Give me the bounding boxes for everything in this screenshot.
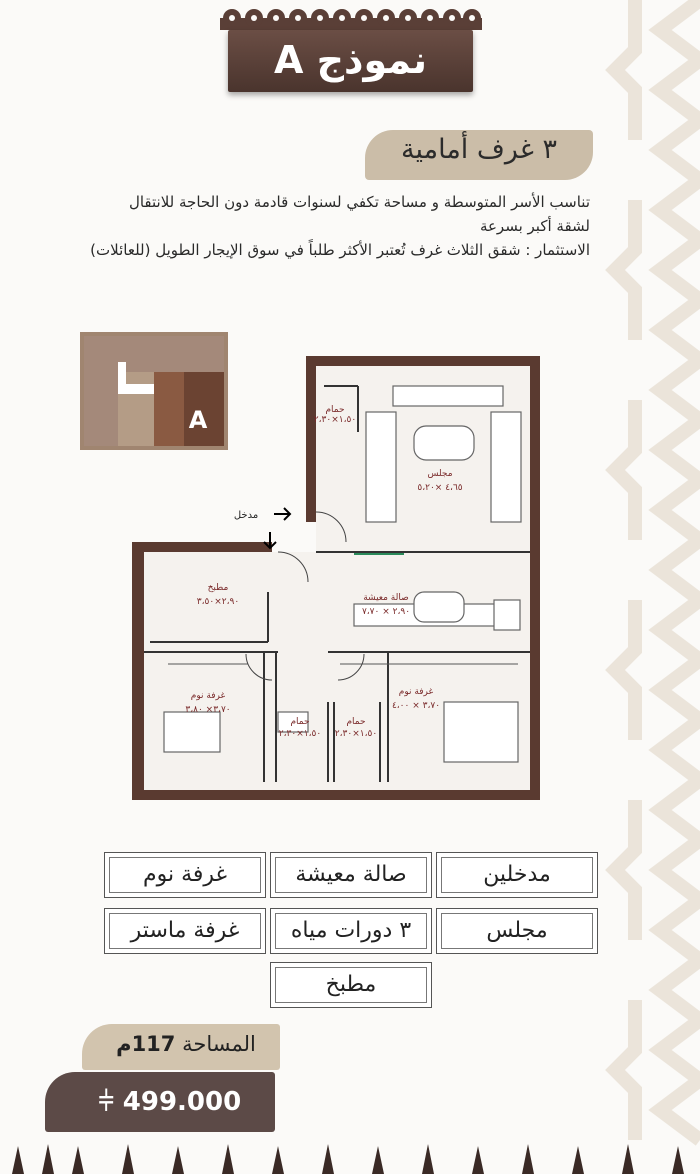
price-value: 499.000: [122, 1087, 242, 1117]
description: [60, 190, 590, 262]
feature-bathrooms: ٣ دورات مياه: [270, 908, 432, 954]
bottom-fence-decoration: [0, 1138, 700, 1174]
area-label: المساحة: [182, 1032, 256, 1056]
description-line-1: تناسب الأسر المتوسطة و مساحة تكفي لسنوات قادمة دون الحاجة للانتقال: [128, 193, 590, 211]
room-majlis-dims: ٤،٦٥ ×٥،٢٠: [417, 483, 463, 493]
room-bath-left-dims: ١،٥٠×٢،٣٠: [278, 729, 322, 739]
feature-master-room: غرفة ماستر: [104, 908, 266, 954]
currency-icon: ⫩: [98, 1087, 114, 1117]
entrance-label: مدخل: [233, 510, 259, 521]
room-bedroom-right-name: غرفة نوم: [398, 687, 434, 697]
room-living-name: صالة معيشة: [363, 593, 409, 603]
feature-entrances: مدخلين: [436, 852, 598, 898]
room-bath-top-name: حمام: [325, 405, 345, 415]
price: [70, 1087, 270, 1118]
room-kitchen-dims: ٢،٩٠×٣،٥٠: [196, 597, 240, 607]
room-bedroom-left-name: غرفة نوم: [190, 691, 226, 701]
side-decorative-pattern: [605, 0, 700, 1174]
feature-kitchen: مطبخ: [270, 962, 432, 1008]
room-bath-top-dims: ١،٥٠×٢،٣٠: [313, 415, 357, 425]
area-text: [96, 1032, 276, 1056]
key-plan-label: A: [188, 406, 208, 434]
room-bedroom-right-dims: ٣،٧٠ × ٤،٠٠: [391, 701, 441, 711]
area-value: 117م: [116, 1032, 176, 1056]
room-majlis-name: مجلس: [427, 469, 453, 479]
feature-majlis: مجلس: [436, 908, 598, 954]
entrance-arrow-icon: [274, 508, 290, 520]
feature-living-room: صالة معيشة: [270, 852, 432, 898]
room-bath-right-name: حمام: [346, 717, 366, 727]
title-scalloped-top: [220, 8, 482, 30]
subtitle: ٣ غرف أمامية: [401, 134, 557, 165]
description-line-2: لشقة أكبر بسرعة: [479, 217, 590, 235]
feature-bedroom: غرفة نوم: [104, 852, 266, 898]
description-line-3: الاستثمار : شقق الثلاث غرف تُعتبر الأكثر طلباً في سوق الإيجار الطويل (للعائلات): [90, 241, 590, 259]
room-bath-right-dims: ١،٥٠×٢،٣٠: [334, 729, 378, 739]
floor-plan: [128, 352, 546, 804]
room-bedroom-left-dims: ٣،٧٠× ٣،٨٠: [185, 705, 231, 715]
room-kitchen-name: مطبخ: [207, 583, 229, 593]
room-bath-left-name: حمام: [290, 717, 310, 727]
room-living-dims: ٢،٩٠ × ٧،٧٠: [361, 607, 411, 617]
page-title: نموذج A: [273, 38, 428, 82]
